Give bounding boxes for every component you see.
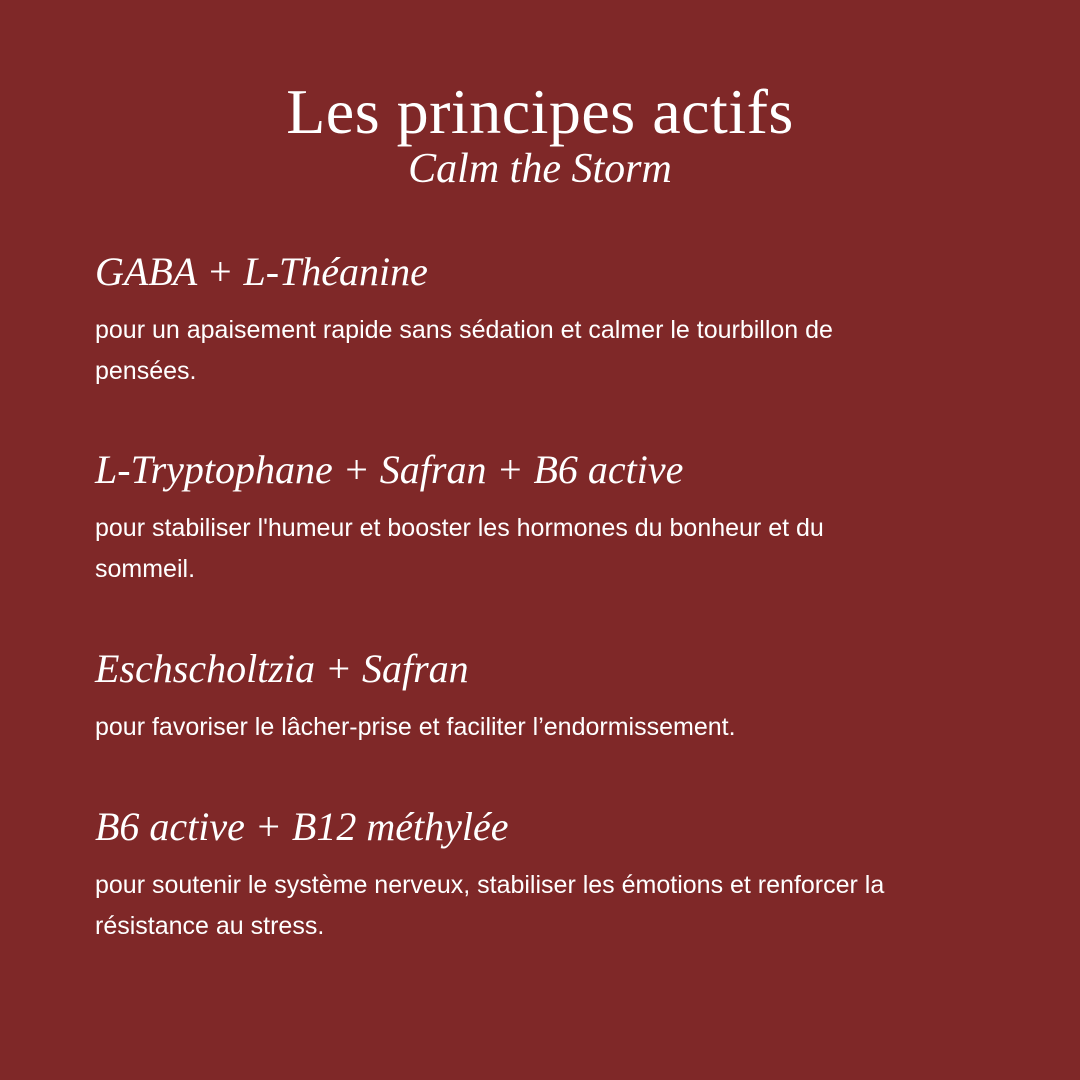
ingredient-section-eschscholtzia [95,645,925,748]
ingredient-description: pour stabiliser l'humeur et booster les hormones du bonheur et du sommeil. [95,514,824,583]
ingredient-description: pour soutenir le système nerveux, stabiliser les émotions et renforcer la résistance au stress. [95,871,885,940]
ingredient-heading: L-Tryptophane + Safran + B6 active [95,447,684,492]
ingredient-description: pour un apaisement rapide sans sédation et calmer le tourbillon de pensées. [95,316,833,385]
page-subtitle: Calm the Storm [408,146,672,192]
ingredient-heading: B6 active + B12 méthylée [95,804,509,849]
ingredient-heading: GABA + L-Théanine [95,249,428,294]
ingredient-section-b6-b12 [95,803,925,947]
ingredient-section-tryptophane [95,446,925,590]
ingredient-section-gaba [95,248,925,392]
header [0,78,1080,192]
page-title: Les principes actifs [286,76,794,147]
ingredient-description: pour favoriser le lâcher-prise et faciliter l’endormissement. [95,713,736,741]
ingredient-heading: Eschscholtzia + Safran [95,646,469,691]
